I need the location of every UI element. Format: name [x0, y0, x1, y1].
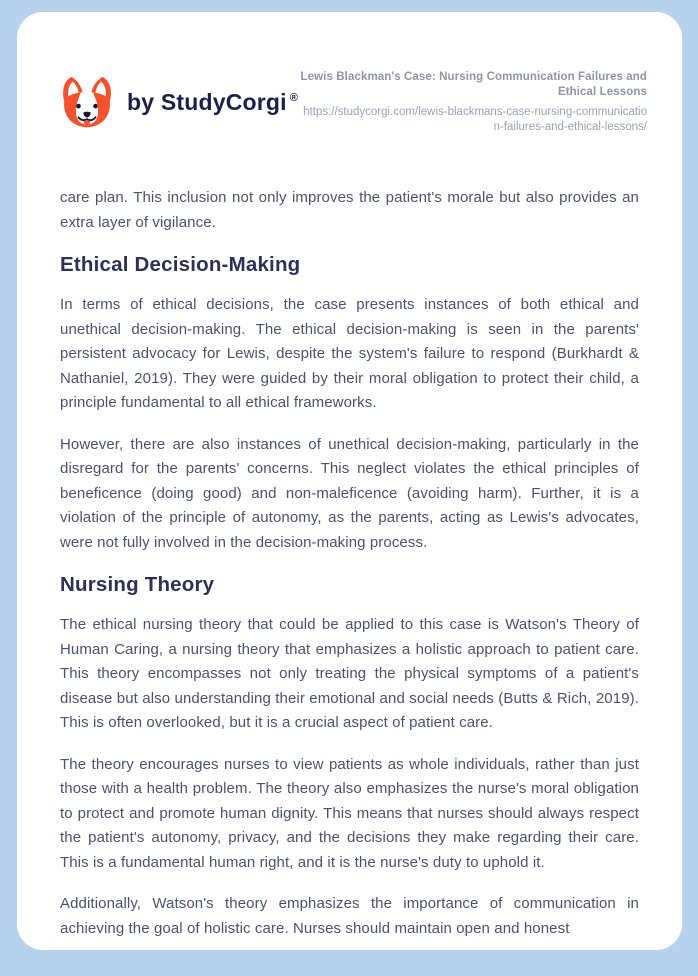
registered-trademark-symbol: ®	[289, 92, 299, 105]
document-header	[60, 70, 647, 135]
section-heading: Nursing Theory	[60, 573, 215, 596]
document-title: Lewis Blackman's Case: Nursing Communication Failures and Ethical Lessons	[300, 71, 647, 98]
article-paragraph: The ethical nursing theory that could be applied to this case is Watson's Theory of Human Caring, a nursing theory that emphasizes a holistic approach to patient care. This theory encompasses not only treating the physical symptoms of a patient's disease but also understanding their emotional and social needs (Butts & Rich, 2019). This is often overlooked, but it is a crucial aspect of patient care.	[60, 616, 639, 731]
page-background	[0, 12, 698, 976]
article	[60, 186, 639, 941]
article-paragraph: The theory encourages nurses to view patients as whole individuals, rather than just those with a health problem. The theory also emphasizes the nurse's moral obligation to protect and promote human dignity. This means that nurses should always respect the patient's autonomy, privacy, and the decisions they make regarding their care. This is a fundamental human right, and it is the nurse's duty to uphold it.	[60, 755, 639, 871]
section-heading: Ethical Decision-Making	[60, 253, 301, 276]
brand	[60, 74, 298, 131]
article-paragraph: Additionally, Watson's theory emphasizes the importance of communication in achieving the goal of holistic care. Nurses should maintain open and honest	[60, 895, 639, 937]
document-card	[17, 12, 682, 950]
corgi-face-icon	[60, 74, 114, 131]
article-paragraph: care plan. This inclusion not only improves the patient's morale but also provides an extra layer of vigilance.	[60, 189, 639, 231]
article-paragraph: In terms of ethical decisions, the case presents instances of both ethical and unethical decision-making. The ethical decision-making is seen in the parents' persistent advocacy for Lewis, despite the system's failure to respond (Burkhardt & Nathaniel, 2019). They were guided by their moral obligation to protect their child, a principle fundamental to all ethical frameworks.	[60, 296, 639, 411]
article-paragraph: However, there are also instances of unethical decision-making, particularly in the disregard for the parents' concerns. This neglect violates the ethical principles of beneficence (doing good) and non-maleficence (avoiding harm). Further, it is a violation of the principle of autonomy, as the parents, acting as Lewis's advocates, were not fully involved in the decision-making process.	[60, 435, 639, 551]
brand-wordmark-text: by StudyCorgi	[127, 89, 287, 115]
document-url-link[interactable]: https://studycorgi.com/lewis-blackmans-case-nursing-communication-failures-and-ethical-lessons/	[303, 106, 647, 133]
document-meta	[298, 70, 647, 135]
brand-wordmark	[127, 89, 298, 116]
